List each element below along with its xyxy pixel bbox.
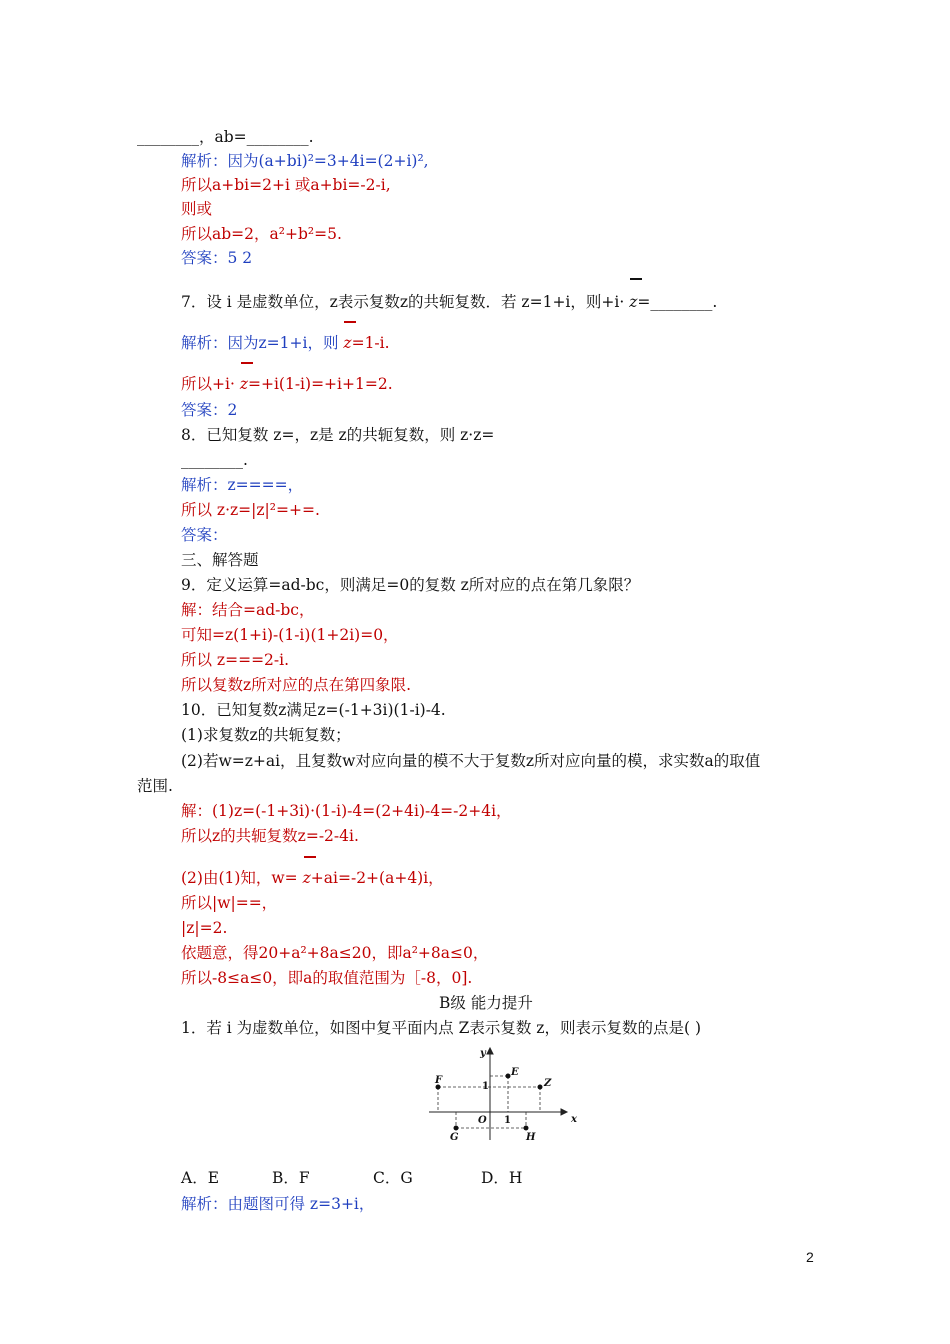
label-z: Z <box>544 1078 552 1089</box>
analysis-line: 所以 z·z=|z|²=+=. <box>181 501 320 519</box>
analysis-line: 所以+i· z=+i(1-i)=+i+1=2. <box>181 374 393 394</box>
conjugate-z: z <box>240 374 248 394</box>
conjugate-z: z <box>303 868 311 888</box>
label-g: G <box>450 1132 459 1143</box>
conjugate-z: z <box>343 333 351 353</box>
label-f: F <box>435 1075 443 1086</box>
question-7-blank: =________. <box>637 293 718 311</box>
analysis-line: 解析：因为z=1+i，则 z=1-i. <box>181 333 390 353</box>
option-a: A．E <box>181 1169 220 1187</box>
analysis-line: 所以ab=2，a²+b²=5. <box>181 225 342 243</box>
solution-line: (2)由(1)知，w= z+ai=-2+(a+4)i， <box>181 868 444 888</box>
section-heading-b: B级 能力提升 <box>439 994 533 1012</box>
solution-line: 依题意，得20+a²+8a≤20，即a²+8a≤0， <box>181 944 489 962</box>
conjugate-bar <box>241 362 253 364</box>
section-heading: 三、解答题 <box>181 551 259 569</box>
analysis-line: 解析：z====， <box>181 476 304 494</box>
conjugate-bar <box>304 856 316 858</box>
analysis-line: 解析：由题图可得 z=3+i， <box>181 1195 375 1213</box>
solution-line: 解：(1)z=(-1+3i)·(1-i)-4=(2+4i)-4=-2+4i， <box>181 802 512 820</box>
option-c: C．G <box>373 1169 413 1187</box>
answer-line: 答案：5 2 <box>181 249 253 267</box>
point-z <box>538 1085 543 1090</box>
y-axis-label: y <box>480 1048 486 1059</box>
conjugate-bar <box>344 321 356 323</box>
y-axis-arrow <box>487 1048 493 1054</box>
x-axis-label: x <box>571 1114 577 1125</box>
solution-line: 所以 z===2-i. <box>181 651 290 669</box>
solution-line: 所以-8≤a≤0，即a的取值范围为［-8，0]. <box>181 969 473 987</box>
question-9: 9．定义运算=ad-bc，则满足=0的复数 z所对应的点在第几象限？ <box>181 576 640 594</box>
question-10: 10．已知复数z满足z=(-1+3i)(1-i)-4. <box>181 701 446 719</box>
point-h <box>524 1126 529 1131</box>
tick-x-1: 1 <box>504 1115 511 1126</box>
question-b1: 1．若 i 为虚数单位，如图中复平面内点 Z表示复数 z，则表示复数的点是( ) <box>181 1019 701 1037</box>
tick-y-1: 1 <box>482 1081 489 1092</box>
solution-line: 解：结合=ad-bc， <box>181 601 315 619</box>
option-b: B．F <box>272 1169 310 1187</box>
text-line: ________，ab=________. <box>137 128 314 146</box>
question-7-text: 7．设 i 是虚数单位，z表示复数z的共轭复数．若 z=1+i，则+i· <box>181 293 625 311</box>
blank-line: ________. <box>181 451 248 469</box>
point-e <box>506 1074 511 1079</box>
solution-line: |z|=2. <box>181 919 228 937</box>
x-axis-arrow <box>561 1109 567 1115</box>
question-10-part-2: (2)若w=z+ai，且复数w对应向量的模不大于复数z所对应向量的模，求实数a的取值 <box>181 752 761 770</box>
analysis-line: 所以a+bi=2+i 或a+bi=-2-i, <box>181 176 391 194</box>
solution-line: 所以z的共轭复数z=-2-4i. <box>181 827 359 845</box>
solution-line: 所以|w|==， <box>181 894 278 912</box>
solution-line: 所以复数z所对应的点在第四象限. <box>181 676 412 694</box>
question-10-part-2-cont: 范围. <box>137 777 173 795</box>
analysis-line: 解析：因为(a+bi)²=3+4i=(2+i)², <box>181 152 429 170</box>
conjugate-z: z <box>629 292 637 312</box>
complex-plane-figure <box>425 1044 575 1144</box>
option-d: D．H <box>481 1169 523 1187</box>
question-7 <box>181 292 717 312</box>
page-number: 2 <box>806 1249 814 1265</box>
point-g <box>454 1126 459 1131</box>
label-e: E <box>511 1067 519 1078</box>
label-h: H <box>526 1132 536 1143</box>
analysis-line: 则或 <box>181 200 213 218</box>
answer-line: 答案： <box>181 526 228 544</box>
question-8: 8．已知复数 z=，z是 z的共轭复数，则 z·z= <box>181 426 495 444</box>
solution-line: 可知=z(1+i)-(1-i)(1+2i)=0， <box>181 626 399 644</box>
question-10-part-1: (1)求复数z的共轭复数； <box>181 726 351 744</box>
origin-label: O <box>478 1115 487 1126</box>
conjugate-bar <box>630 278 642 280</box>
answer-line: 答案：2 <box>181 401 238 419</box>
